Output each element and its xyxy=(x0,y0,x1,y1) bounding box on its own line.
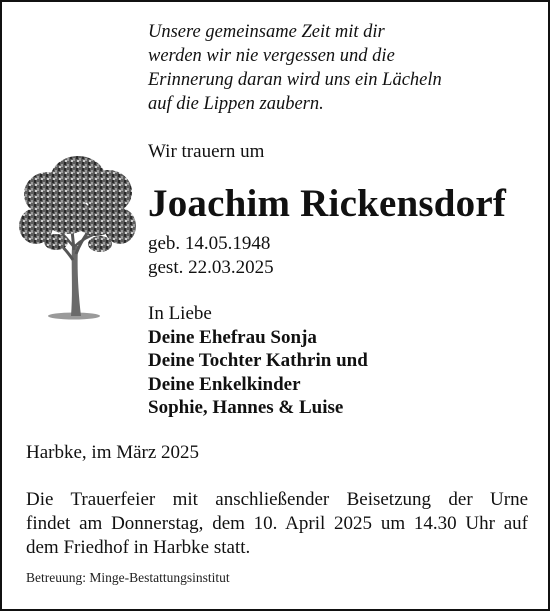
tree-illustration-icon xyxy=(16,150,138,322)
poem-line: werden wir nie vergessen und die xyxy=(148,46,395,66)
mourners-block xyxy=(148,302,368,420)
life-dates xyxy=(148,232,274,280)
family-line: Deine Ehefrau Sonja xyxy=(148,326,317,348)
funeral-home-credit: Betreuung: Minge-Bestattungsinstitut xyxy=(26,570,230,585)
deceased-name: Joachim Rickensdorf xyxy=(148,182,507,225)
poem-line: auf die Lippen zaubern. xyxy=(148,94,324,114)
service-line: dem Friedhof in Harbke statt. xyxy=(26,537,251,558)
family-line: Deine Enkelkinder xyxy=(148,373,301,395)
in-love-label: In Liebe xyxy=(148,303,212,324)
memorial-poem xyxy=(148,20,538,116)
service-line: findet am Donnerstag, dem 10. April 2025 um 14.30 Uhr auf xyxy=(26,513,528,534)
place-date: Harbke, im März 2025 xyxy=(26,442,200,463)
mourning-intro: Wir trauern um xyxy=(148,141,265,162)
birth-date: geb. 14.05.1948 xyxy=(148,233,271,254)
poem-line: Erinnerung daran wird uns ein Lächeln xyxy=(148,70,442,90)
death-date: gest. 22.03.2025 xyxy=(148,257,274,278)
service-line: Die Trauerfeier mit anschließender Beisetzung der Urne xyxy=(26,489,528,510)
family-line: Deine Tochter Kathrin und xyxy=(148,350,368,371)
funeral-service-info xyxy=(26,488,528,560)
family-line: Sophie, Hannes & Luise xyxy=(148,397,344,418)
poem-line: Unsere gemeinsame Zeit mit dir xyxy=(148,22,385,42)
